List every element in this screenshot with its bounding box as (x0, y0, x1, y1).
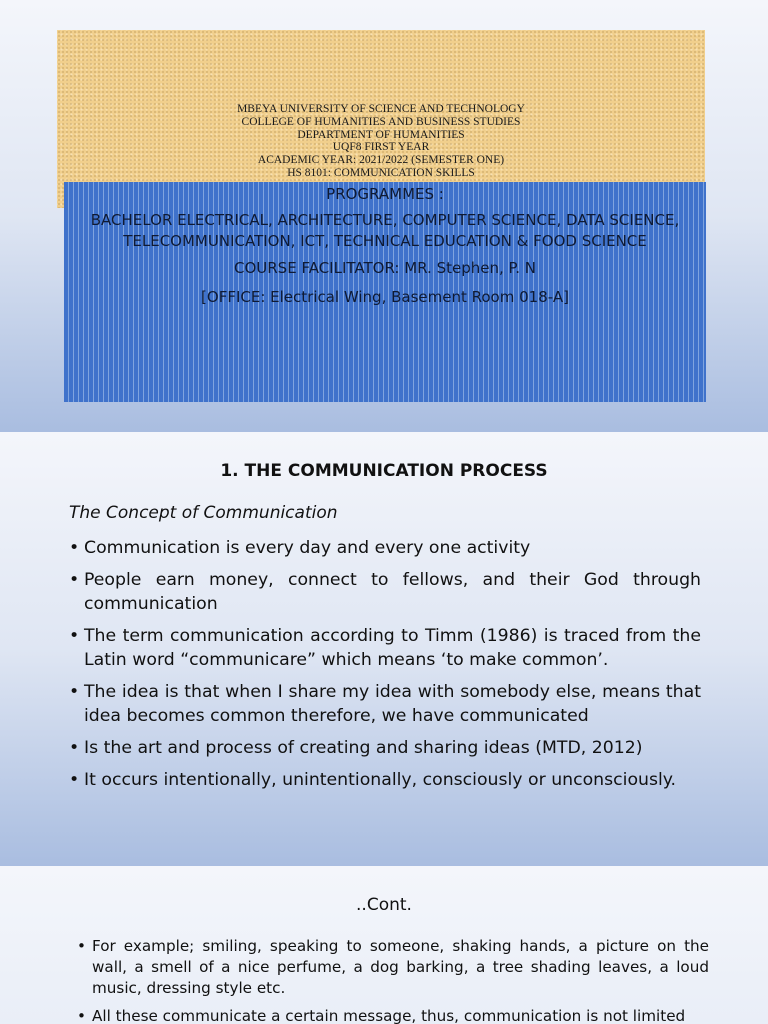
header-line: ACADEMIC YEAR: 2021/2022 (SEMESTER ONE) (257, 154, 505, 167)
bullet-icon: • (77, 1007, 86, 1024)
list-item (69, 624, 701, 672)
programmes-list (70, 210, 700, 252)
header-line: DEPARTMENT OF HUMANITIES (297, 128, 465, 141)
bullet-text: Communication is every day and every one activity (84, 538, 531, 558)
bullet-text: It occurs intentionally, unintentionally, consciously or unconsciously. (84, 770, 677, 790)
bullet-icon: • (69, 626, 80, 646)
bullet-icon: • (69, 682, 80, 702)
bullet-icon: • (69, 538, 80, 558)
bullet-text: All these communicate a certain message, thus, communication is not limited (92, 1007, 686, 1024)
course-facilitator: COURSE FACILITATOR: MR. Stephen, P. N (234, 259, 536, 277)
header-line: MBEYA UNIVERSITY OF SCIENCE AND TECHNOLOGY (237, 103, 525, 115)
list-item (69, 680, 701, 728)
list-item (69, 736, 701, 760)
office-location: [OFFICE: Electrical Wing, Basement Room 018-A] (201, 288, 569, 306)
bullet-text: Is the art and process of creating and sharing ideas (MTD, 2012) (84, 738, 643, 758)
programmes-label: PROGRAMMES : (326, 185, 444, 203)
programmes-block (70, 184, 700, 307)
list-item (77, 936, 709, 999)
list-item (77, 1006, 709, 1024)
list-item (69, 568, 701, 616)
slide-subtitle: The Concept of Communication (69, 503, 338, 523)
bullet-text: The idea is that when I share my idea with somebody else, means that idea becomes common therefore, we have communicated (84, 682, 701, 726)
continuation-slide (0, 866, 768, 1024)
communication-process-slide (0, 432, 768, 866)
programmes-line: TELECOMMUNICATION, ICT, TECHNICAL EDUCATION & FOOD SCIENCE (123, 232, 647, 250)
bullet-icon: • (69, 770, 80, 790)
programmes-line: BACHELOR ELECTRICAL, ARCHITECTURE, COMPUTER SCIENCE, DATA SCIENCE, (90, 211, 680, 229)
title-slide (0, 0, 768, 432)
bullet-text: For example; smiling, speaking to someone, shaking hands, a picture on the wall, a smell of a nice perfume, a dog barking, a tree shading leaves, a loud music, dressing style etc. (92, 937, 709, 997)
list-item (69, 768, 701, 792)
slide-title: ..Cont. (356, 895, 412, 915)
bullet-icon: • (69, 738, 80, 758)
bullet-icon: • (77, 937, 86, 955)
bullet-text: People earn money, connect to fellows, and their God through communication (84, 570, 701, 614)
list-item (69, 536, 701, 560)
bullet-text: The term communication according to Timm (1986) is traced from the Latin word “communicare” which means ‘to make common’. (84, 626, 701, 670)
header-line: COLLEGE OF HUMANITIES AND BUSINESS STUDIES (241, 115, 521, 128)
bullet-icon: • (69, 570, 80, 590)
bullet-list (69, 536, 701, 800)
institution-header (57, 103, 705, 180)
bullet-list (77, 936, 709, 1024)
header-line: UQF8 FIRST YEAR (332, 141, 430, 154)
header-line: HS 8101: COMMUNICATION SKILLS (287, 166, 475, 179)
slide-title: 1. THE COMMUNICATION PROCESS (220, 461, 548, 481)
